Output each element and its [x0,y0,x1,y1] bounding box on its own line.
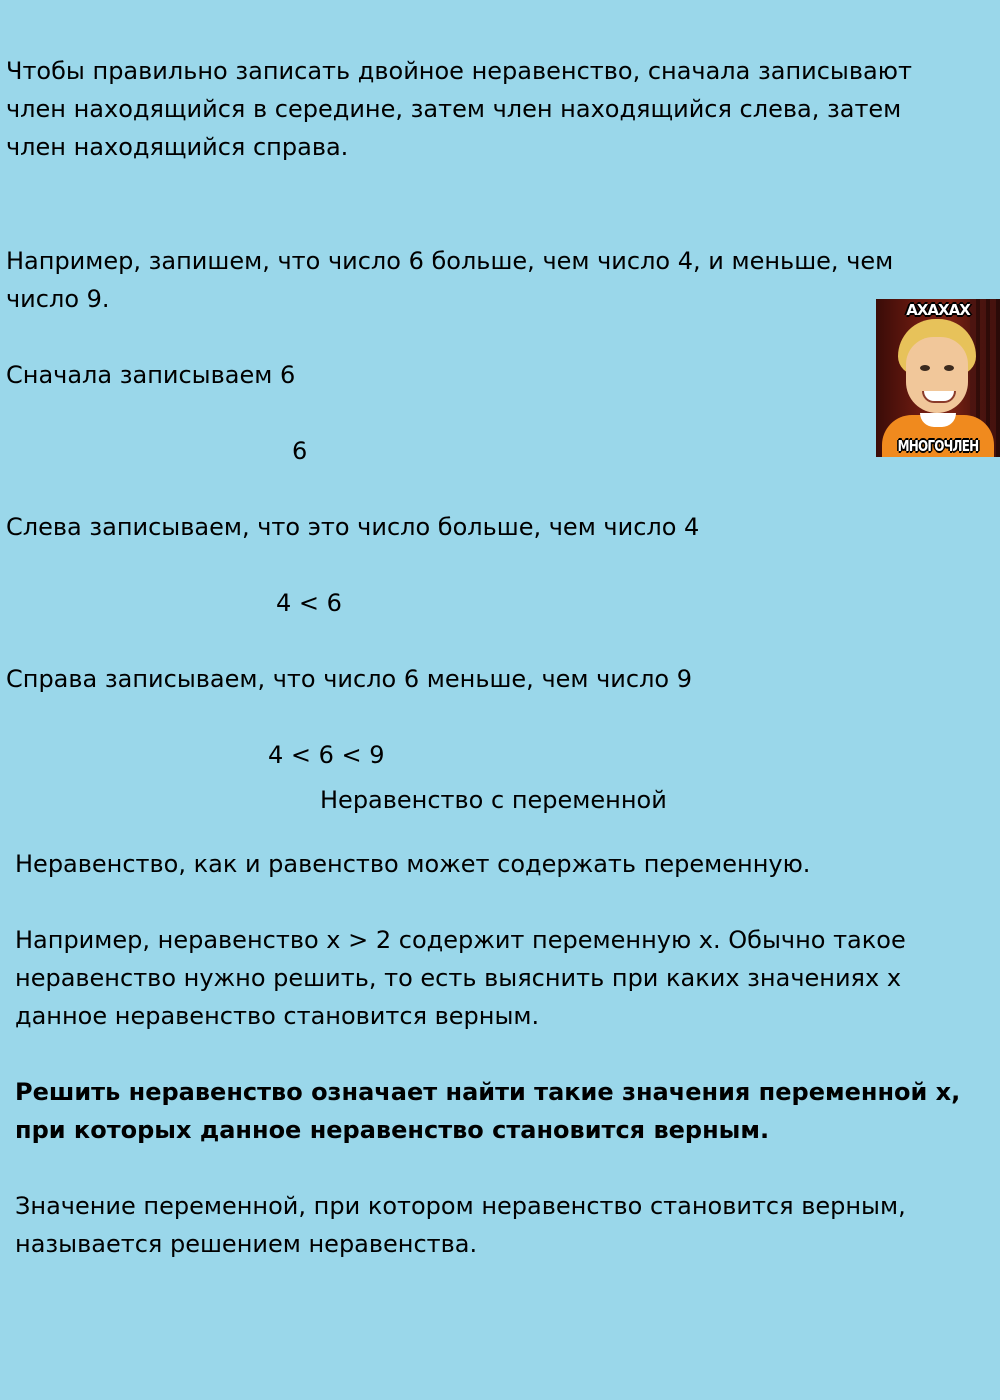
intro-paragraph: Чтобы правильно записать двойное неравенство, сначала записывают член находящийся в середине, затем член находящийся слева, затем член находящийся справа. [6,57,912,161]
right-eye-shape [944,365,954,371]
section-paragraph-4: Значение переменной, при котором неравенство становится верным, называется решением неравенства. [15,1192,906,1258]
left-eye-shape [920,365,930,371]
step2-text: Слева записываем, что это число больше, чем число 4 [6,513,700,541]
step1-expression: 6 [292,437,308,465]
meme-caption-bottom: МНОГОЧЛЕН [897,437,979,455]
definition-paragraph: Решить неравенство означает найти такие значения переменной x, при которых данное неравенство становится верным. [15,1078,961,1144]
section-paragraph-2: Например, неравенство x > 2 содержит переменную x. Обычно такое неравенство нужно решить, то есть выяснить при каких значениях x данное неравенство становится верным. [15,926,906,1030]
step3-text: Справа записываем, что число 6 меньше, чем число 9 [6,665,693,693]
step3-expression: 4 < 6 < 9 [268,741,385,769]
example-paragraph: Например, запишем, что число 6 больше, чем число 4, и меньше, чем число 9. [6,247,894,313]
step2-expression: 4 < 6 [276,589,342,617]
section-paragraph-1: Неравенство, как и равенство может содержать переменную. [15,850,811,878]
meme-image [876,299,1000,457]
section-heading: Неравенство с переменной [320,786,667,814]
meme-caption-top: АХАХАХ [906,301,970,319]
step1-text: Сначала записываем 6 [6,361,296,389]
